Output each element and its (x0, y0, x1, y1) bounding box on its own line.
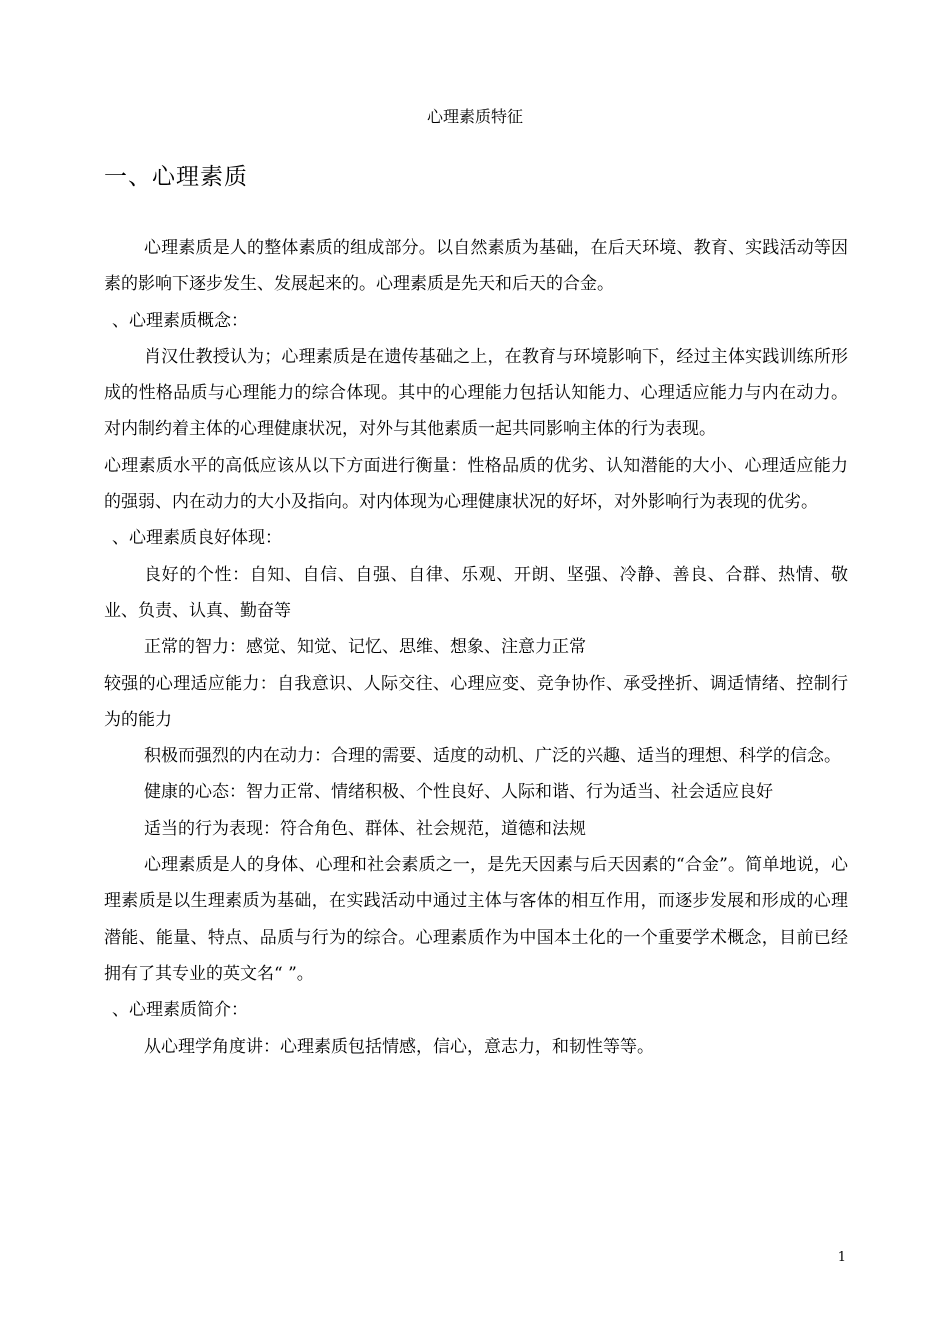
subheading-concept: 、心理素质概念： (112, 310, 248, 331)
paragraph-motivation: 积极而强烈的内在动力：合理的需要、适度的动机、广泛的兴趣、适当的理想、科学的信念。 (144, 746, 841, 767)
paragraph-mindset: 健康的心态：智力正常、情绪积极、个性良好、人际和谐、行为适当、社会适应良好 (144, 782, 773, 803)
paragraph-adaptability: 较强的心理适应能力：自我意识、人际交往、心理应变、竞争协作、承受挫折、调适情绪、控制行为的能力 (104, 673, 848, 730)
section-heading: 一、心理素质 (104, 164, 248, 190)
paragraph-intro: 心理素质是人的整体素质的组成部分。以自然素质为基础，在后天环境、教育、实践活动等因素的影响下逐步发生、发展起来的。心理素质是先天和后天的合金。 (104, 238, 848, 295)
paragraph-measurement: 心理素质水平的高低应该从以下方面进行衡量：性格品质的优劣、认知潜能的大小、心理适应能力的强弱、内在动力的大小及指向。对内体现为心理健康状况的好坏，对外影响行为表现的优劣。 (104, 455, 848, 513)
paragraph-behavior: 适当的行为表现：符合角色、群体、社会规范，道德和法规 (144, 818, 586, 839)
paragraph-alloy: 心理素质是人的身体、心理和社会素质之一，是先天因素与后天因素的“合金”。简单地说，心理素质是以生理素质为基础，在实践活动中通过主体与客体的相互作用，而逐步发展和形成的心理潜能、能量、特点、品质与行为的综合。心理素质作为中国本土化的一个重要学术概念，目前已经拥有了其专业的英文名“ ”。 (104, 855, 848, 984)
paragraph-personality: 良好的个性：自知、自信、自强、自律、乐观、开朗、坚强、冷静、善良、合群、热情、敬业、负责、认真、勤奋等 (104, 564, 848, 621)
paragraph-intelligence: 正常的智力：感觉、知觉、记忆、思维、想象、注意力正常 (144, 637, 586, 658)
paragraph-definition: 肖汉仕教授认为；心理素质是在遗传基础之上，在教育与环境影响下，经过主体实践训练所形成的性格品质与心理能力的综合体现。其中的心理能力包括认知能力、心理适应能力与内在动力。对内制约着主体的心理健康状况，对外与其他素质一起共同影响主体的行为表现。 (104, 346, 848, 440)
paragraph-psychology-view: 从心理学角度讲：心理素质包括情感，信心，意志力，和韧性等等。 (144, 1036, 654, 1057)
subheading-introduction: 、心理素质简介： (112, 1000, 248, 1021)
page-number: 1 (837, 1250, 846, 1265)
document-title: 心理素质特征 (426, 107, 523, 126)
document-body (104, 230, 848, 1065)
subheading-good-manifestation: 、心理素质良好体现： (112, 528, 282, 549)
